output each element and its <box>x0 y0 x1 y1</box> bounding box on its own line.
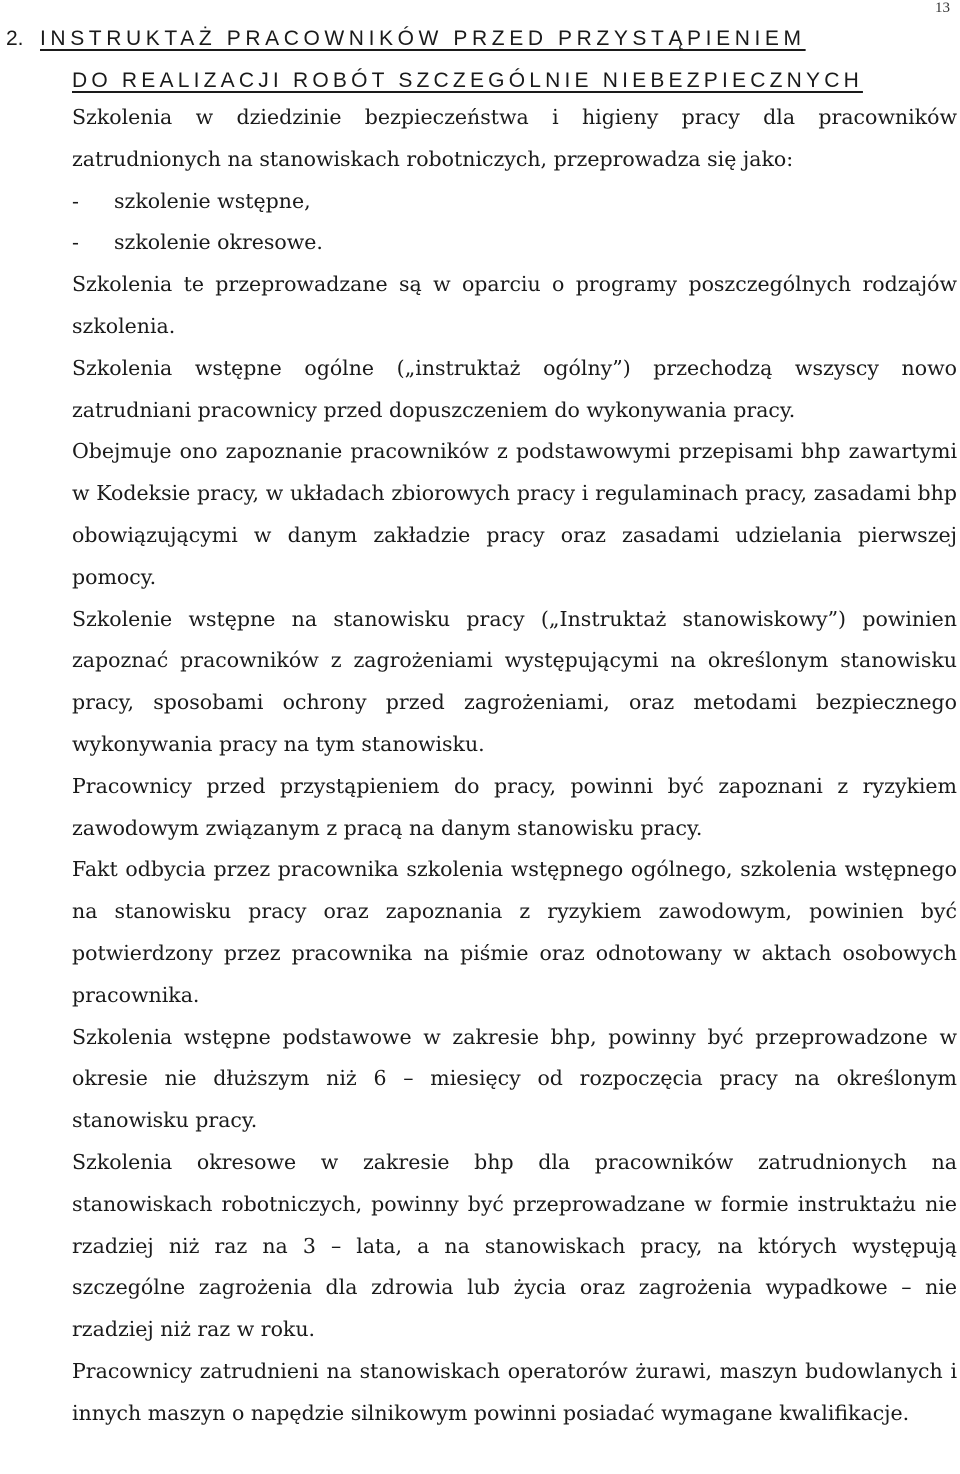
section-heading-line-2: DO REALIZACJI ROBÓT SZCZEGÓLNIE NIEBEZPIECZNYCH <box>72 69 863 92</box>
paragraph-periodic-training: Szkolenia okresowe w zakresie bhp dla pracowników zatrudnionych na stanowiskach robotniczych, powinny być przeprowadzane w formie instruktażu nie rzadziej niż raz na 3 – lata, a na stanowiskach pracy, na których występują szczególne zagrożenia dla zdrowia lub życia oraz zagrożenia wypadkowe – nie rzadziej niż raz w roku. <box>72 1149 957 1342</box>
section-heading <box>0 18 960 102</box>
list-item <box>72 181 957 223</box>
list-dash: - <box>72 230 79 255</box>
paragraph-scope: Obejmuje ono zapoznanie pracowników z podstawowymi przepisami bhp zawartymi w Kodeksie pracy, w układach zbiorowych pracy i regulaminach pracy, zasadami bhp obowiązującymi w danym zakładzie pracy oraz zasadami udzielania pierwszej pomocy. <box>72 439 957 589</box>
paragraph-confirmation: Fakt odbycia przez pracownika szkolenia wstępnego ogólnego, szkolenia wstępnego na stanowisku pracy oraz zapoznania z ryzykiem zawodowym, powinien być potwierdzony przez pracownika na piśmie oraz odnotowany w aktach osobowych pracownika. <box>72 857 957 1007</box>
paragraph-programs: Szkolenia te przeprowadzane są w oparciu o programy poszczególnych rodzajów szkolenia. <box>72 272 957 338</box>
paragraph-general-training: Szkolenia wstępne ogólne („instruktaż ogólny”) przechodzą wszyscy nowo zatrudniani pracownicy przed dopuszczeniem do wykonywania pracy. <box>72 355 957 422</box>
paragraph-occupational-risk: Pracownicy przed przystąpieniem do pracy, powinni być zapoznani z ryzykiem zawodowym związanym z pracą na danym stanowisku pracy. <box>72 773 957 840</box>
intro-paragraph: Szkolenia w dziedzinie bezpieczeństwa i higieny pracy dla pracowników zatrudnionych na stanowiskach robotniczych, przeprowadza się jako: <box>72 105 957 171</box>
list-item-text: szkolenie wstępne, <box>114 188 311 213</box>
page-number: 13 <box>935 0 950 16</box>
section-number: 2. <box>6 27 24 50</box>
list-item-text: szkolenie okresowe. <box>114 230 323 255</box>
section-heading-line-1: INSTRUKTAŻ PRACOWNIKÓW PRZED PRZYSTĄPIENIEM <box>40 27 806 50</box>
paragraph-basic-training-deadline: Szkolenia wstępne podstawowe w zakresie bhp, powinny być przeprowadzone w okresie nie dłuższym niż 6 – miesięcy od rozpoczęcia pracy na określonym stanowisku pracy. <box>72 1024 957 1133</box>
paragraph-workplace-training: Szkolenie wstępne na stanowisku pracy („Instruktaż stanowiskowy”) powinien zapoznać pracowników z zagrożeniami występującymi na określonym stanowisku pracy, sposobami ochrony przed zagrożeniami, oraz metodami bezpiecznego wykonywania pracy na tym stanowisku. <box>72 606 957 756</box>
list-item <box>72 222 957 264</box>
document-body <box>72 97 957 1435</box>
list-dash: - <box>72 188 79 213</box>
paragraph-qualifications: Pracownicy zatrudnieni na stanowiskach operatorów żurawi, maszyn budowlanych i innych maszyn o napędzie silnikowym powinni posiadać wymagane kwalifikacje. <box>72 1358 957 1425</box>
